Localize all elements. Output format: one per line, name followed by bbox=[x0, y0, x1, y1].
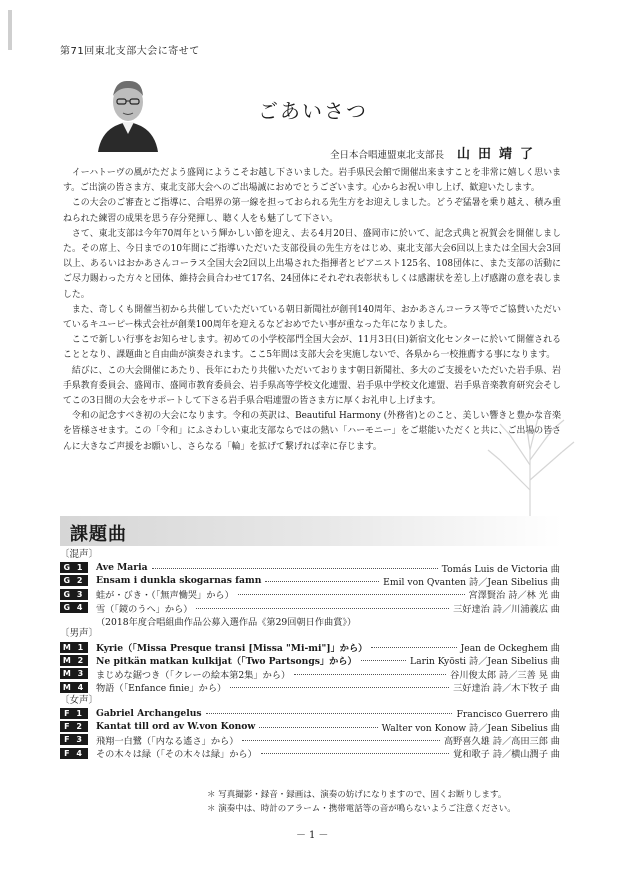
scan-edge-mark bbox=[8, 10, 12, 50]
greeting-title: ごあいさつ bbox=[258, 99, 368, 123]
list-item bbox=[60, 601, 560, 614]
group-label-mixed: 〔混声〕 bbox=[60, 549, 99, 560]
piece-title: Gabriel Archangelus bbox=[96, 707, 202, 719]
leader-dots bbox=[259, 726, 377, 728]
leader-dots bbox=[361, 659, 406, 661]
leader-dots bbox=[230, 686, 449, 688]
piece-title: 雪（「鏡のうへ」から） bbox=[96, 603, 193, 615]
piece-title: 物語（「Enfance finie」から） bbox=[96, 683, 227, 695]
list-item bbox=[60, 654, 560, 667]
piece-code-badge: M 4 bbox=[60, 682, 88, 693]
leader-dots bbox=[294, 673, 446, 675]
piece-title: Kantat till ord av W.von Konow bbox=[96, 721, 256, 733]
piece-code-badge: M 1 bbox=[60, 642, 88, 653]
piece-code-badge: M 2 bbox=[60, 655, 88, 666]
group-label-female: 〔女声〕 bbox=[60, 694, 99, 706]
piece-credit: Francisco Guerrero 曲 bbox=[456, 709, 560, 721]
footer-notes bbox=[207, 788, 516, 816]
list-item bbox=[60, 561, 560, 574]
event-note: 第71回東北支部大会に寄せて bbox=[60, 46, 200, 57]
piece-title: Ensam i dunkla skogarnas famn bbox=[96, 575, 262, 587]
piece-credit: 覚和歌子 詩／横山潤子 曲 bbox=[453, 749, 560, 761]
paragraph: イーハトーヴの風がただよう盛岡にようこそお越し下さいました。岩手県民会館で開催出来ますことを非常に嬉しく思います。ご出演の皆さま方、東北支部大会へのご出場誠におめでとうございます。心からお祝い申し上げ、歓迎いたします。 bbox=[63, 168, 561, 194]
note-line: ＊ 写真撮影・録音・録画は、演奏の妨げになりますので、固くお断りします。 bbox=[207, 790, 507, 800]
signature-name: 山田靖了 bbox=[457, 147, 542, 162]
paragraph: 令和の記念すべき初の大会になります。令和の英訳は、Beautiful Harmony (外務省)とのこと、美しい響きと豊かな音楽を皆様させます。この「令和」にふさわしい東北支部ならではの熱い「ハーモニー」をご堪能いただくと共に、ご出場の皆さんに大きなご声援をお願いし、さらなる「輪」を拡げて繋げれば幸に存じます。 bbox=[63, 411, 561, 452]
piece-code-badge: G 3 bbox=[60, 589, 88, 600]
leader-dots bbox=[196, 607, 449, 609]
list-item bbox=[60, 720, 560, 733]
piece-credit: Jean de Ockeghem 曲 bbox=[460, 643, 560, 655]
set-pieces-heading: 課題曲 bbox=[70, 524, 127, 545]
piece-credit: Larin Kyösti 詩／Jean Sibelius 曲 bbox=[410, 656, 560, 668]
piece-code-badge: G 4 bbox=[60, 602, 88, 613]
leader-dots bbox=[152, 567, 438, 569]
leader-dots bbox=[206, 712, 453, 714]
list-item bbox=[60, 640, 560, 653]
piece-title: Kyrie（「Missa Presque transi [Missa "Mi-mi"]」から） bbox=[96, 643, 368, 655]
piece-title: 飛翔一白鷺（「内なる遙さ」から） bbox=[96, 735, 239, 747]
leader-dots bbox=[261, 752, 449, 754]
piece-credit: Tomás Luis de Victoria 曲 bbox=[441, 563, 560, 575]
piece-title: Ave Maria bbox=[96, 562, 148, 574]
tree-watermark bbox=[470, 380, 590, 530]
paragraph: この大会のご審査とご指導に、合唱界の第一線を担っておられる先生方をお迎えしました。どうぞ猛暑を乗り越え、積み重ねられた練習の成果を思う存分発揮し、聴く人をも魅了して下さい。 bbox=[63, 198, 561, 224]
signature-role: 全日本合唱連盟東北支部長 bbox=[330, 150, 445, 161]
list-item bbox=[60, 680, 560, 693]
portrait-photo bbox=[92, 72, 164, 152]
piece-code-badge: F 3 bbox=[60, 734, 88, 745]
list-item bbox=[60, 574, 560, 587]
list-item bbox=[60, 667, 560, 680]
piece-credit: 宮澤賢治 詩／林 光 曲 bbox=[468, 590, 560, 602]
piece-code-badge bbox=[60, 615, 88, 626]
piece-title: 蛙が・びき・（「無声慟哭」から） bbox=[96, 590, 234, 602]
page-number: －1－ bbox=[296, 830, 332, 841]
paragraph: さて、東北支部は今年70周年という輝かしい節を迎え、去る4月20日、盛岡市に於いて、記念式典と祝賀会を開催しました。その席上、今日までの10年間にご指導いただいた支部役員の先生方をはじめ、東北支部大会6回以上または全国大会3回以上、あるいはおかあさんコーラス全国大会2回以上出場された指揮者とピアニスト125名、108団体に、また支部の活動にご尽力賜わった方々と団体、維持会員合わせて17名、24団体にそれぞれ表彰状もしくは感謝状を差し上げ感謝の意を表しました。 bbox=[63, 228, 561, 300]
set-pieces-list bbox=[60, 548, 560, 760]
piece-code-badge: F 2 bbox=[60, 721, 88, 732]
piece-code-badge: G 1 bbox=[60, 562, 88, 573]
leader-dots bbox=[238, 593, 465, 595]
signature bbox=[330, 143, 541, 162]
list-item bbox=[60, 588, 560, 601]
group-label-male: 〔男声〕 bbox=[60, 628, 99, 640]
piece-credit: 三好達治 詩／木下牧子 曲 bbox=[453, 683, 560, 695]
paragraph: ここで新しい行事をお知らせします。初めての小学校部門全国大会が、11月3日(日)新宿文化センターに於いて開催されることとなり、課題曲と自由曲が演奏されます。ここ5年間は支部大会を実施しないで、各県から一校推薦する事になります。 bbox=[63, 335, 561, 361]
piece-note: （2018年度合唱組曲作品公募入選作品《第29回朝日作曲賞》） bbox=[96, 616, 357, 628]
set-pieces-header bbox=[60, 516, 562, 546]
piece-code-badge: G 2 bbox=[60, 575, 88, 586]
piece-code-badge: M 3 bbox=[60, 668, 88, 679]
piece-title: その木々は緑（「その木々は緑」から） bbox=[96, 749, 257, 761]
piece-title: Ne pitkän matkan kulkijat（「Two Partsongs」から） bbox=[96, 656, 357, 668]
piece-credit: Emil von Qvanten 詩／Jean Sibelius 曲 bbox=[383, 576, 560, 588]
piece-code-badge: F 1 bbox=[60, 708, 88, 719]
piece-code-badge: F 4 bbox=[60, 748, 88, 759]
piece-credit: Walter von Konow 詩／Jean Sibelius 曲 bbox=[381, 722, 560, 734]
leader-dots bbox=[242, 739, 440, 741]
list-item bbox=[60, 614, 560, 627]
list-item bbox=[60, 747, 560, 760]
piece-credit: 谷川俊太郎 詩／三善 晃 曲 bbox=[450, 669, 560, 681]
leader-dots bbox=[265, 580, 379, 582]
list-item bbox=[60, 733, 560, 746]
piece-credit: 高野喜久雄 詩／高田三郎 曲 bbox=[443, 735, 560, 747]
list-item bbox=[60, 707, 560, 720]
piece-title: まじめな鋸つき（「クレーの絵本第2集」から） bbox=[96, 669, 291, 681]
paragraph: また、奇しくも開催当初から共催していただいている朝日新聞社が創刊140周年、おかあさんコーラス等でご協賛いただいているキユーピー株式会社が創業100周年を迎えるなどおめでたい事が重なった年になりました。 bbox=[63, 304, 561, 331]
note-line: ＊ 演奏中は、時計のアラーム・携帯電話等の音が鳴らないようご注意ください。 bbox=[207, 804, 516, 814]
leader-dots bbox=[371, 646, 456, 648]
piece-credit: 三好達治 詩／川浦義広 曲 bbox=[453, 603, 560, 615]
paragraph: 結びに、この大会開催にあたり、長年にわたり共催いただいております朝日新聞社、多大のご支援をいただいた岩手県、岩手県教育委員会、盛岡市、盛岡市教育委員会、岩手県高等学校文化連盟、岩手県中学校文化連盟、岩手県音楽教育研究会そしてこの3日間の大会をサポートして下さる岩手県合唱連盟の皆さま方に厚くお礼申し上げます。 bbox=[63, 365, 561, 407]
